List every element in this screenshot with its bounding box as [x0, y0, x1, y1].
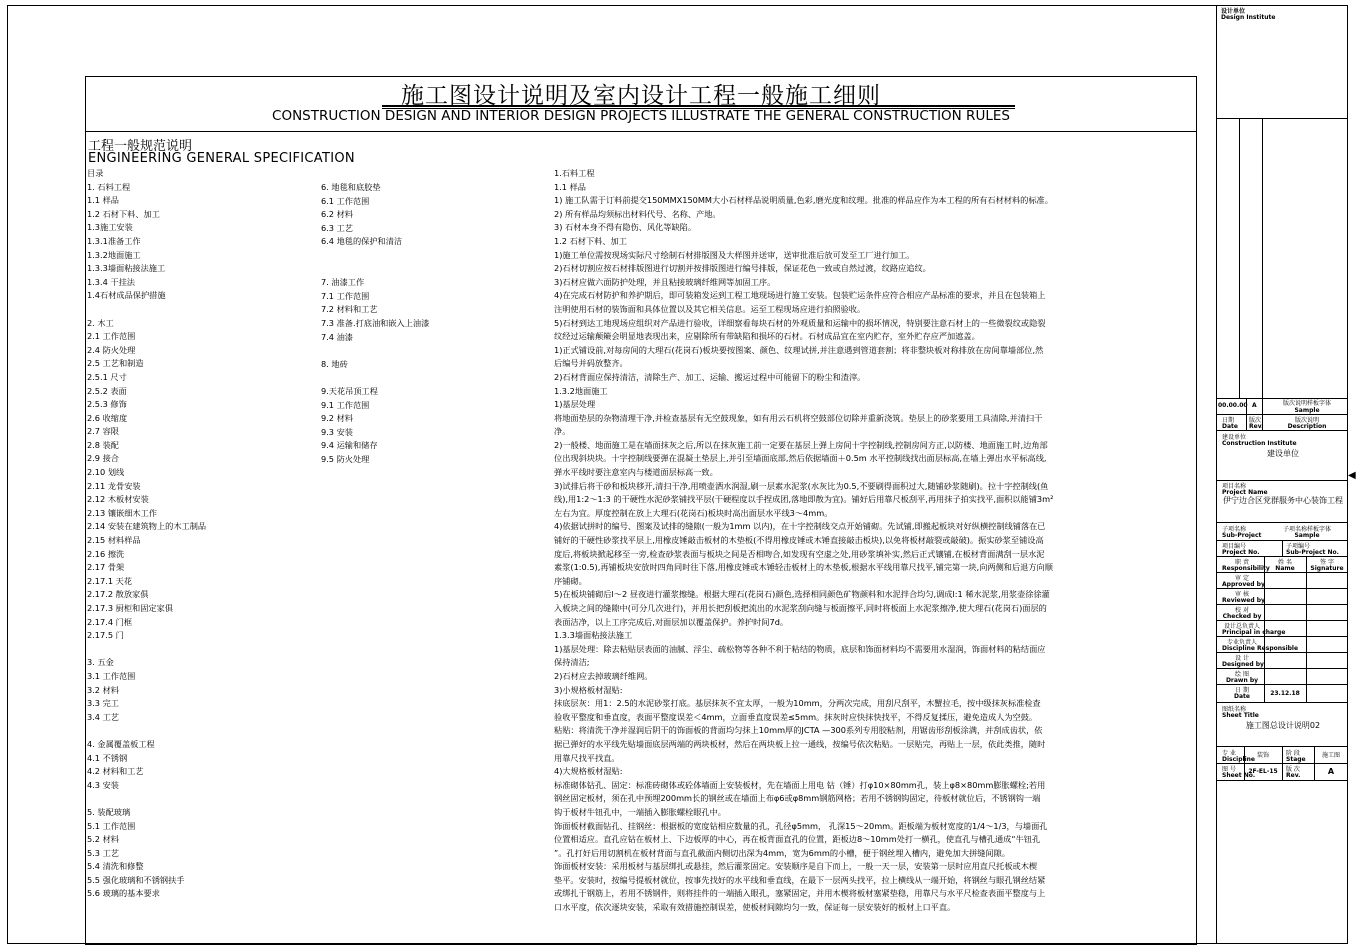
spec-line: 4)依据试拼时的编号、图案及试排的缝隙(一般为1mm 以内)，在十字控制线交点开始铺砌。先试铺,即搬起板块对好纵横控制线铺落在已 [554, 521, 1046, 532]
title-block-designed-en: Designed by [1222, 661, 1264, 668]
title-block-date-value: 23.12.18 [1270, 690, 1300, 697]
spec-line: 抹底层灰：用1：2.5的水泥砂浆打底。基层抹灰不宜太厚，一般为10mm，分两次完成，用刮尺刮平，木蟹拉毛，按中级抹灰标准检查 [554, 698, 1041, 709]
title-block-rule [1216, 620, 1348, 621]
title-block-desc-cn: 版次说明 [1294, 417, 1319, 424]
title-block-disc-cn: 专业负责人 [1226, 639, 1257, 646]
title-block-project-value: 伊宁边合区党群服务中心装饰工程 [1223, 496, 1343, 505]
toc-item [87, 643, 206, 657]
toc-column-1 [87, 167, 206, 901]
toc-item: 9.5 防火处理 [321, 453, 370, 464]
toc-item: 5.6 玻璃的基本要求 [87, 888, 160, 899]
title-block-project-en: Project Name [1222, 489, 1268, 496]
title-block-sheet-no-value: 2F-EL-15 [1248, 768, 1278, 775]
spec-line: 后编号并码放整齐。 [554, 358, 628, 369]
toc-item: 2.5.3 修饰 [87, 399, 127, 410]
toc-item: 3. 五金 [87, 657, 114, 668]
toc-item [321, 371, 429, 385]
title-block-sub-project-sample: Sample [1294, 532, 1320, 539]
title-block-name-cn: 姓 名 [1278, 559, 1292, 566]
title-block-date2-cn: 日 期 [1235, 687, 1249, 694]
spec-line: 1.3.3墙面粘接法施工 [554, 630, 633, 641]
toc-item [87, 303, 206, 317]
spec-line: 弹水平线时要注意室内与楼道面层标高一致。 [554, 467, 718, 478]
toc-item: 4.3 安装 [87, 779, 119, 790]
title-block-date-en: Date [1222, 423, 1238, 430]
spec-line: 保持清洁; [554, 657, 590, 668]
title-block-rule [1216, 118, 1348, 119]
title-block-resp-cn: 职 责 [1235, 559, 1249, 566]
title-block-sheet-title-en: Sheet Title [1222, 712, 1259, 719]
toc-item: 2.13 镶嵌细木工作 [87, 507, 157, 518]
toc-item: 2.17.2 散放家俱 [87, 589, 149, 600]
title-block-discipline-value: 装饰 [1256, 752, 1269, 759]
toc-item: 2.14 安装在建筑物上的木工制品 [87, 521, 207, 532]
title-block-rule [1262, 118, 1263, 398]
spec-line: 序铺砌。 [554, 575, 587, 586]
spec-line: 3) 石材本身不得有隐伤、风化等缺陷。 [554, 222, 697, 233]
title-block-rule [1306, 556, 1307, 702]
title-block-stage-cn: 阶 段 [1286, 750, 1300, 757]
title-block-approved-cn: 审 定 [1235, 575, 1249, 582]
toc-item: 8. 地砖 [321, 358, 348, 369]
title-block-design-inst-en: Design Institute [1221, 14, 1276, 21]
toc-item: 1.3.3墙面粘接法施工 [87, 263, 166, 274]
toc-item: 2.10 划线 [87, 467, 125, 478]
drawing-sheet [85, 76, 1197, 945]
title-block-sub-project-cn: 子项名称 [1222, 526, 1247, 533]
toc-item: 3.2 材料 [87, 684, 119, 695]
toc-item: 2.5.1 尺寸 [87, 371, 127, 382]
toc-item: 2.12 木板材安装 [87, 494, 149, 505]
title-block-project-no-cn: 项目编号 [1222, 543, 1247, 550]
toc-item: 7.4 油漆 [321, 331, 353, 342]
title-block-rule [1216, 604, 1348, 605]
toc-item: 9.1 工作范围 [321, 399, 370, 410]
title-block-rev2-en: Rev. [1286, 772, 1301, 779]
title-block-rule [1216, 636, 1348, 637]
toc-item: 1.3.4 干挂法 [87, 276, 135, 287]
title-underline [382, 105, 1015, 107]
title-block-rev-cn: 版次 [1249, 417, 1262, 424]
toc-item: 5.1 工作范围 [87, 820, 136, 831]
toc-item: 1.4石材成品保护措施 [87, 290, 166, 301]
title-block-date2-en: Date [1234, 693, 1250, 700]
toc-item: 2.9 接合 [87, 453, 119, 464]
title-block-rule [1216, 556, 1348, 557]
toc-item: 5.5 强化玻璃和不锈钢扶手 [87, 874, 185, 885]
spec-line: 入板块之间的缝隙中(可分几次进行)，并用长把刮板把流出的水泥浆刮向缝与板面擦平,同时将板面上水泥浆擦净,使大理石(花岗石)面层的 [554, 603, 1047, 613]
title-block [1216, 5, 1348, 944]
spec-line: 2)石材应去掉玻璃纤维网。 [554, 670, 653, 681]
spec-line: ”。孔打好后用切割机在板材背面与直孔截面内侧切出深为4mm，宽为6mm的小槽，便于钢丝埋入槽内，避免加大拼缝间隙。 [554, 847, 1010, 858]
spec-line: 1.3.2地面施工 [554, 385, 608, 396]
title-block-rev-desc-sample: Sample [1294, 407, 1320, 414]
spec-line: 钩于板材牛钮孔中，一端插入膨胀螺栓眼孔中。 [554, 806, 726, 817]
toc-item: 6.2 材料 [321, 209, 353, 220]
title-block-rule [1216, 652, 1348, 653]
title-block-reviewed-en: Reviewed by [1222, 597, 1265, 604]
title-block-rule [1216, 480, 1348, 481]
title-block-project-cn: 项目名称 [1222, 483, 1247, 490]
spec-line: 3)石材应做六面防护处理，并且粘接玻璃纤维网等加固工序。 [554, 276, 776, 287]
section-title-en: ENGINEERING GENERAL SPECIFICATION [88, 151, 355, 166]
toc-item: 1.1 样品 [87, 195, 119, 206]
title-block-project-no-en: Project No. [1222, 549, 1260, 556]
title-block-rev2-value: A [1327, 767, 1335, 776]
title-block-sub-project-en: Sub-Project [1222, 532, 1262, 539]
title-block-pic-cn: 设计总负责人 [1223, 623, 1260, 630]
toc-item: 2.5.2 表面 [87, 385, 127, 396]
title-block-rule [1239, 118, 1240, 398]
spec-line: 据已弹好的水平线先贴墙面底层两端的两块板材，然后在两块板上拉一通线，按编号依次粘贴。一层贴完，再贴上一层，依此类推，随时 [554, 738, 1046, 749]
toc-item: 目录 [87, 168, 104, 178]
toc-item: 6.4 地毯的保护和清洁 [321, 236, 403, 247]
title-block-desc-en: Description [1287, 423, 1327, 430]
spec-line: 验收平整度和垂直度，表面平整度误差＜4mm，立面垂直度误差≤5mm。抹灰时应快抹快找平，不得反复揉压，避免造成人为空鼓。 [554, 711, 1038, 722]
title-block-disc-en: Discipline Responsible [1222, 645, 1299, 652]
title-block-client-en: Construction Institute [1222, 440, 1297, 447]
toc-item [321, 249, 429, 263]
title-block-name-en: Name [1275, 565, 1295, 572]
header-divider [86, 131, 1196, 132]
title-block-stage-en: Stage [1286, 756, 1306, 763]
title-block-design-inst-cn: 设计单位 [1221, 8, 1246, 15]
spec-line: 纹经过运输颠簸会明显地表现出来，应剔除所有带缺陷和损坏的石材。石材成品宜在室内贮存，室外贮存应严加遮盖。 [554, 331, 980, 342]
title-block-resp-en: Responsibility [1222, 565, 1270, 572]
spec-line: 线),用1:2～1:3 的干硬性水泥砂浆铺找平层(干硬程度以手捏成团,落地即散为宜)。铺好后用靠尺板刮平,再用抹子拍实找平,面积以能铺3m² [554, 494, 1054, 505]
toc-item: 2.17.4 门框 [87, 616, 133, 627]
page-subtitle: CONSTRUCTION DESIGN AND INTERIOR DESIGN PROJECTS ILLUSTRATE THE GENERAL CONSTRUCTION RULES [272, 108, 1010, 124]
spec-line: 将地面垫层的杂物清理干净,并检查基层有无空鼓现象，如有用云石机将空鼓部位切除并重新浇筑。垫层上的砂浆要用工具清除,并清扫干 [554, 412, 1043, 423]
toc-item: 1.3施工安装 [87, 222, 133, 233]
spec-line: 2)石材背面应保持清洁，清除生产、加工、运输、搬运过程中可能留下的粉尘和渣滓。 [554, 371, 866, 382]
title-block-rev-desc-cn: 版次说明样板字体 [1282, 400, 1331, 407]
spec-line: 位出现斜块块。十字控制线要弹在混凝土垫层上,并引至墙面底部,然后依据墙面＋0.5m 水平控制线找出面层标高,在墙上弹出水平标高线, [554, 453, 1047, 464]
toc-item: 2.6 收缩度 [87, 412, 128, 423]
title-block-rule [1246, 398, 1247, 430]
toc-item: 3.4 工艺 [87, 711, 119, 722]
toc-item: 2.17 骨架 [87, 562, 125, 573]
title-block-rule [1216, 684, 1348, 685]
spec-line: 1)基层处理 [554, 399, 596, 410]
spec-line: 口水平度，依次逐块安装，采取有效措施控制误差，使板材间隙均匀一致，保证每一层安装好的板材上口平直。 [554, 902, 956, 913]
spec-line: 垫平。安装时，按编号提板材就位，按事先找好的水平线和垂直线，在最下一层两头找平，拉上横线从一端开始，将钢丝与眼孔钢丝结紧 [554, 874, 1046, 885]
title-block-rule [1216, 398, 1348, 399]
title-block-pic-en: Principal in charge [1222, 629, 1286, 636]
title-block-drawn-cn: 绘 图 [1235, 671, 1249, 678]
toc-column-2 [321, 181, 429, 466]
title-block-checked-cn: 校 对 [1235, 607, 1249, 614]
title-block-sub-project-sample-cn: 子项名称样板字体 [1282, 526, 1331, 533]
toc-item: 9.3 安装 [321, 426, 353, 437]
toc-item: 7.1 工作范围 [321, 290, 370, 301]
section-title-cn: 工程一般规范说明 [88, 139, 193, 154]
spec-line: 1) 施工队需于订料前提交150MMX150MM大小石材样品说明质量,色彩,磨光度和纹理。批准的样品应作为本工程的所有石材材料的标准。 [554, 195, 1053, 206]
title-block-client-cn: 建设单位 [1222, 434, 1247, 441]
toc-item: 7.2 材料和工艺 [321, 304, 378, 315]
toc-item: 2.5 工艺和制造 [87, 358, 144, 369]
spec-line: 饰面板材安装：采用板材与基层绑扎或悬挂，然后灌浆固定。安装顺序是自下而上，一般一天一层，安装第一层时应用直尺托板或木楔 [554, 861, 1038, 872]
spec-body-text [554, 167, 1194, 915]
toc-item: 2.15 材料样品 [87, 535, 141, 546]
toc-item [87, 792, 206, 806]
title-block-checked-en: Checked by [1222, 613, 1262, 620]
title-block-stage-value: 施工图 [1321, 752, 1340, 759]
toc-item: 4.2 材料和工艺 [87, 766, 144, 777]
title-block-sub-no-en: Sub-Project No. [1286, 549, 1339, 556]
toc-item: 2.17.5 门 [87, 630, 124, 641]
spec-line: 铺好的干硬性砂浆找平层上,用橡皮锤敲击板材的木垫板(不得用橡皮锤或木锤直接敲击板块),以免将板材敲裂或敲破)。振实砂浆至铺设高 [554, 535, 1044, 546]
spec-line: 1.1 样品 [554, 181, 586, 192]
spec-line: 或绑扎于钢筋上，若用不锈钢件，则将挂件的一端插入眼孔，塞紧固定，并用木楔将板材塞紧垫稳，用靠尺与水平尺检查表面平整度与上 [554, 888, 1046, 899]
title-block-date-cn: 日期 [1222, 417, 1235, 424]
toc-item: 2.8 装配 [87, 439, 119, 450]
toc-item: 3.1 工作范围 [87, 670, 136, 681]
toc-item: 5. 装配玻璃 [87, 806, 131, 817]
title-block-rev-letter: A [1252, 402, 1257, 409]
spec-line: 2)一般楼、地面施工是在墙面抹灰之后,所以在抹灰施工前一定要在基层上弹上房间十字控制线,控制房间方正,以防楼、地面施工时,边角部 [554, 439, 1048, 450]
toc-item: 6.1 工作范围 [321, 195, 370, 206]
title-block-sheet-no-en: Sheet No. [1222, 772, 1256, 779]
toc-item: 7.3 准备.打底油和嵌入上油漆 [321, 317, 430, 328]
title-block-sub-no-cn: 子项编号 [1286, 543, 1311, 550]
toc-item: 2.4 防火处理 [87, 344, 136, 355]
spec-line: 1)基层处理：除去粘贴层表面的油腻、浮尘、疏松物等各种不利于粘结的物质，底层和饰面材料均不需要用水湿润，饰面材料的粘结面应 [554, 643, 1046, 654]
page-title: 施工图设计说明及室内设计工程一般施工细则 [401, 83, 881, 109]
title-block-rule [1216, 702, 1348, 703]
title-block-rev-en: Rev. [1249, 423, 1264, 430]
title-block-discipline-en: Discipline [1222, 756, 1255, 763]
toc-item: 5.2 材料 [87, 834, 119, 845]
arrow-left-icon: ◀ [1348, 470, 1356, 481]
spec-line: 1.2 石材下料、加工 [554, 235, 627, 246]
spec-line: 2) 所有样品均须标出材料代号、名称、产地。 [554, 208, 721, 219]
title-block-discipline-cn: 专 业 [1222, 750, 1236, 757]
spec-line: 粘贴：将清洗干净并湿润后阴干的饰面板的背面均匀抹上10mm厚的JCTA —300系列专用胶粘剂，用锯齿形刮板涂满，并刮成齿状，依 [554, 725, 1043, 736]
toc-item: 7. 油漆工作 [321, 277, 365, 288]
toc-item: 2.17.1 天花 [87, 575, 133, 586]
spec-line: 标准砌体钻孔、固定：标准砖砌体或砼体墙面上安装板材，先在墙面上用电 钻（锤）打φ10×80mm孔，装上φ8×80mm膨胀螺栓;若用 [554, 779, 1046, 790]
toc-item: 9.2 材料 [321, 413, 353, 424]
title-block-rule [1216, 668, 1348, 669]
toc-item [321, 263, 429, 277]
spec-line: 净。 [554, 426, 571, 437]
title-block-rule [1216, 780, 1348, 781]
title-block-sign-cn: 签 字 [1320, 559, 1334, 566]
title-block-rule [1216, 522, 1348, 523]
spec-line: 位置相适应。直孔应钻在板材上、下边板厚的中心，再在板背面直孔的位置，距板边8～10mm处打一横孔，使直孔与槽孔通成“牛钮孔 [554, 834, 1041, 845]
title-block-sheet-title-value: 施工图总设计说明02 [1245, 721, 1321, 730]
spec-line: 5)石材到达工地现场应组织对产品进行验收，详细察看每块石材的外观质量和运输中的损坏情况，特别要注意石材上的一些微裂纹或隐裂 [554, 317, 1046, 328]
toc-item: 3.3 完工 [87, 698, 119, 709]
spec-line: 注明使用石材的装饰面和具体位置以及其它相关信息。运至工程现场应进行拍照验收。 [554, 303, 866, 314]
title-block-rule [1216, 763, 1348, 764]
toc-item: 4.1 不锈钢 [87, 752, 128, 763]
spec-line: 钢丝固定板材，须在孔中预埋200mm长的钢丝或在墙面上布φ6或φ8mm钢筋网格；若用不锈钢钩固定，待板材就位后，不锈钢钩一端 [554, 793, 1041, 804]
spec-line: 度后,将板块掀起移至一旁,检查砂浆表面与板块之间是否相吻合,如发现有空虚之处,用砂浆填补实,然后正式镶铺,在板材背面满刮一层水泥 [554, 548, 1045, 559]
spec-line: 饰面板材截面钻孔、挂钢丝：根据板的宽度钻相应数量的孔，孔径φ5mm， 孔深15～20mm。距板端为板材宽度的1/4～1/3，与墙面孔 [554, 820, 1048, 831]
title-block-rule [1216, 430, 1348, 431]
toc-item: 2.17.3 厨柜和固定家俱 [87, 603, 173, 613]
spec-line: 1)施工单位需按现场实际尺寸绘制石材排版图及大样图并送审，送审批准后放可发至工厂进行加工。 [554, 249, 915, 260]
title-block-sign-en: Signature [1310, 565, 1344, 572]
spec-line: 用靠尺找平找直。 [554, 752, 620, 763]
toc-item: 2.16 擦洗 [87, 548, 125, 559]
title-block-rev2-cn: 版 次 [1286, 766, 1300, 773]
spec-line: 5)在板块铺砌后l～2 昼夜进行灌浆擦缝。根据大理石(花岗石)颜色,选择相同颜色矿物颜料和水泥拌合均匀,调成l:1 稀水泥浆,用浆壶徐徐灌 [554, 589, 1050, 600]
title-block-client-value: 建设单位 [1267, 449, 1299, 458]
toc-item: 2.7 容限 [87, 426, 119, 437]
toc-item: 2.1 工作范围 [87, 331, 136, 342]
toc-item: 2.11 龙骨安装 [87, 480, 141, 491]
title-block-drawn-en: Drawn by [1225, 677, 1259, 684]
spec-line: 1)正式铺设前,对每房间的大理石(花岗石)板块要按图案、颜色、纹理试拼,并注意遇到管道套割；将非整块板对称排放在房间靠墙部位,然 [554, 344, 1044, 355]
toc-item: 1.3.2地面施工 [87, 249, 141, 260]
toc-item: 1.3.1准备工作 [87, 235, 141, 246]
toc-item: 9.天花吊顶工程 [321, 385, 378, 396]
toc-item: 9.4 运输和储存 [321, 440, 378, 451]
toc-item: 2. 木工 [87, 317, 114, 328]
spec-line: 素浆(1:0.5),再铺板块安放时四角同时往下落,用橡皮锤或木锤轻击板材上的木垫板,根据水平线用靠尺找平,铺完第一块,向两侧和后退方向顺 [554, 562, 1053, 573]
title-block-rule [1216, 588, 1348, 589]
toc-item [321, 344, 429, 358]
spec-line: 表面洁净，以上工序完成后,对面层加以覆盖保护。养护时间7d。 [554, 616, 789, 627]
spec-line: 1.石料工程 [554, 168, 595, 178]
spec-line: 4)大规格板材湿贴: [554, 766, 623, 777]
toc-item: 6. 地毯和底胶垫 [321, 182, 381, 192]
title-block-rule [1216, 414, 1348, 415]
title-block-rule [1216, 572, 1348, 573]
toc-item: 1.2 石材下料、加工 [87, 208, 160, 219]
title-block-designed-cn: 设 计 [1235, 655, 1249, 662]
title-block-rule [1282, 540, 1283, 556]
spec-line: 2)石材切割应按石材排版图进行切割并按排版图进行编号排版，保证花色一致或自然过渡，纹路应追纹。 [554, 263, 931, 274]
spec-line: 左右为宜。厚度控制在放上大理石(花岗石)板块时高出面层水平线3～4mm。 [554, 507, 833, 518]
toc-item: 5.3 工艺 [87, 847, 119, 858]
toc-item: 6.3 工艺 [321, 222, 353, 233]
title-block-sheet-title-cn: 图纸名称 [1222, 706, 1247, 713]
title-block-rev-no: 00.00.00 [1218, 402, 1248, 409]
spec-line: 3)小规格板材湿贴: [554, 684, 623, 695]
title-block-reviewed-cn: 审 核 [1235, 591, 1249, 598]
toc-item: 1. 石料工程 [87, 181, 131, 192]
toc-item: 5.4 清洗和修整 [87, 861, 144, 872]
toc-item [87, 724, 206, 738]
title-block-sheet-no-cn: 图 号 [1222, 766, 1236, 773]
toc-item: 4. 金属覆盖板工程 [87, 738, 155, 749]
spec-line: 3)试排后将干砂和板块移开,清扫干净,用喷壶洒水润湿,刷一层素水泥浆(水灰比为0.5,不要刷得面积过大,随铺砂浆随刷)。拉十字控制线(鱼 [554, 480, 1049, 491]
spec-line: 4)在完成石材防护和养护期后，即可装箱发运到工程工地现场进行施工安装。包装贮运条件应符合相应产品标准的要求，并且在包装箱上 [554, 290, 1046, 301]
title-block-approved-en: Approved by [1222, 581, 1265, 588]
